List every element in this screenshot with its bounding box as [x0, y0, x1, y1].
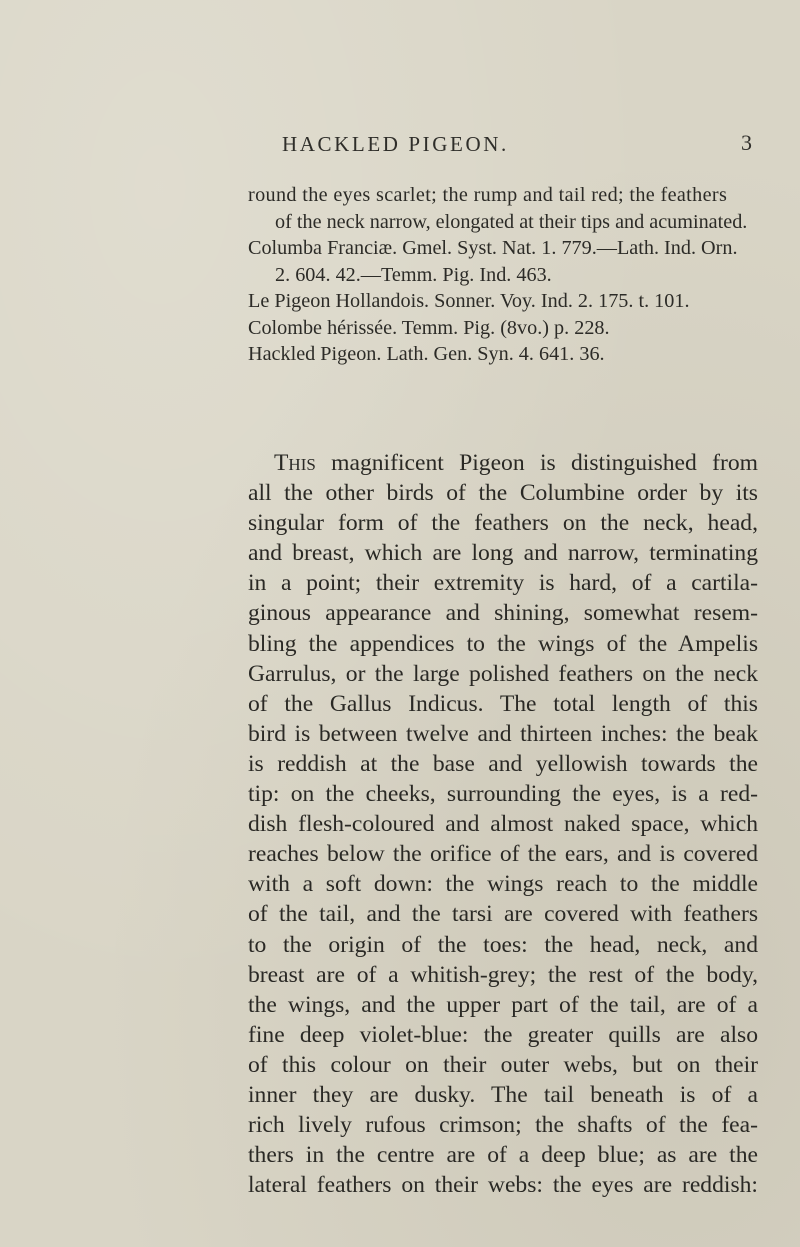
- body-line: tip: on the cheeks, surrounding the eyes, is a red-: [248, 781, 758, 808]
- running-head: [282, 132, 752, 162]
- body-line: all the other birds of the Columbine order by its: [248, 480, 758, 507]
- synonymy-block: [248, 182, 758, 368]
- synonymy-line: Colombe hérissée. Temm. Pig. (8vo.) p. 228.: [248, 316, 610, 339]
- body-line: inner they are dusky. The tail beneath is of a: [248, 1081, 758, 1108]
- synonymy-line: round the eyes scarlet; the rump and tail red; the feathers: [248, 184, 728, 206]
- synonymy-line: Le Pigeon Hollandois. Sonner. Voy. Ind. 2. 175. t. 101.: [248, 290, 690, 312]
- body-line-text: magnificent Pigeon is distinguished from: [315, 450, 758, 476]
- body-line: Garrulus, or the large polished feathers on the neck: [248, 660, 758, 687]
- body-line: lateral feathers on their webs: the eyes are reddish:: [248, 1172, 758, 1199]
- body-line: of this colour on their outer webs, but on their: [248, 1051, 758, 1078]
- body-line: to the origin of the toes: the head, neck, and: [248, 931, 758, 958]
- body-line: of the Gallus Indicus. The total length of this: [248, 690, 758, 717]
- body-line: thers in the centre are of a deep blue; as are the: [248, 1142, 758, 1169]
- body-line: rich lively rufous crimson; the shafts of the fea-: [248, 1112, 758, 1139]
- body-line: ginous appearance and shining, somewhat resem-: [248, 600, 758, 627]
- body-line: and breast, which are long and narrow, terminating: [248, 540, 758, 567]
- body-line: breast are of a whitish-grey; the rest of the body,: [248, 961, 758, 988]
- body-line: dish flesh-coloured and almost naked space, which: [248, 811, 758, 838]
- page-number: 3: [741, 130, 752, 155]
- drop-word: This: [274, 450, 316, 476]
- synonymy-line: Hackled Pigeon. Lath. Gen. Syn. 4. 641. 36.: [248, 343, 605, 365]
- body-line: of the tail, and the tarsi are covered with feathers: [248, 901, 758, 928]
- body-line: the wings, and the upper part of the tail, are of a: [248, 991, 758, 1018]
- body-line: with a soft down: the wings reach to the middle: [248, 871, 758, 898]
- body-line: in a point; their extremity is hard, of a cartila-: [248, 570, 758, 597]
- body-line: fine deep violet-blue: the greater quills are also: [248, 1021, 758, 1048]
- body-line: reaches below the orifice of the ears, and is covered: [248, 841, 758, 868]
- body-paragraph: [248, 448, 758, 1200]
- body-line: [248, 448, 758, 478]
- synonymy-line: Columba Franciæ. Gmel. Syst. Nat. 1. 779.—Lath. Ind. Orn.: [248, 237, 738, 259]
- body-line: singular form of the feathers on the neck, head,: [248, 510, 758, 537]
- synonymy-line: 2. 604. 42.—Temm. Pig. Ind. 463.: [275, 263, 552, 286]
- body-line: bling the appendices to the wings of the Ampelis: [248, 630, 758, 657]
- running-title: HACKLED PIGEON.: [282, 132, 509, 156]
- synonymy-line: of the neck narrow, elongated at their tips and acuminated.: [275, 210, 748, 233]
- body-line: is reddish at the base and yellowish towards the: [248, 750, 758, 777]
- body-line: bird is between twelve and thirteen inches: the beak: [248, 720, 758, 747]
